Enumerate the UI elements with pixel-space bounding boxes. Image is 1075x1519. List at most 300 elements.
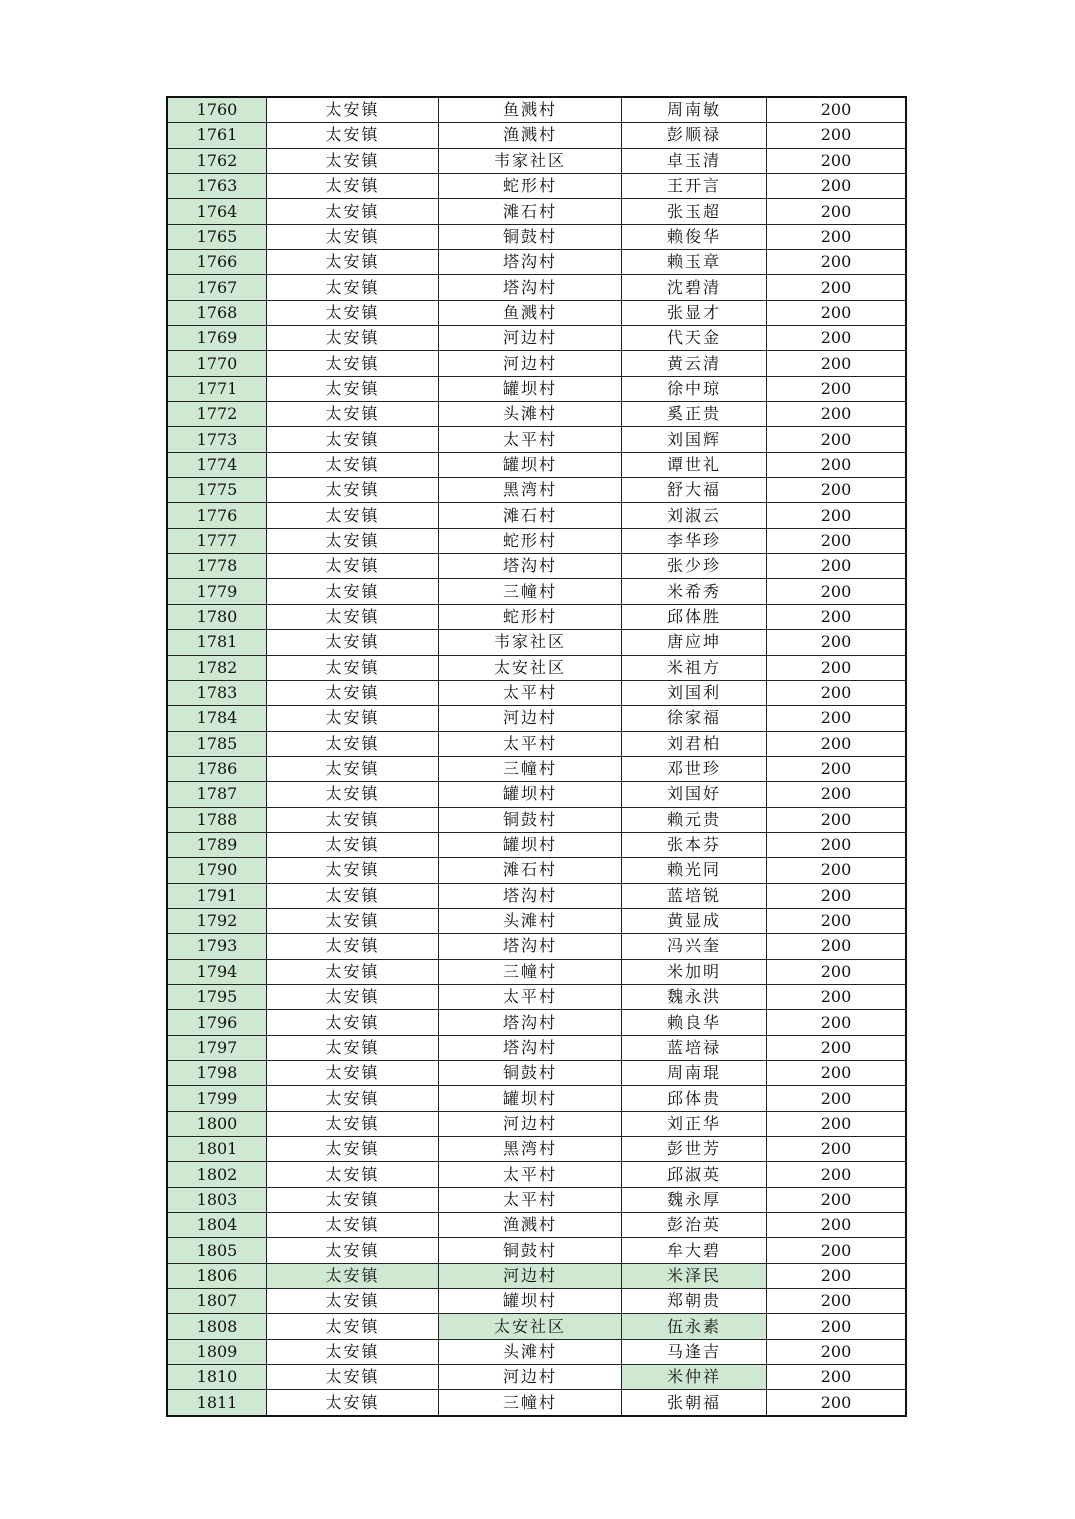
village-cell: 蛇形村 xyxy=(439,528,622,553)
town-cell: 太安镇 xyxy=(267,984,439,1009)
row-number-cell: 1792 xyxy=(167,908,267,933)
amount-cell: 200 xyxy=(767,984,907,1009)
table-row xyxy=(167,1086,906,1111)
row-number-cell: 1811 xyxy=(167,1390,267,1416)
table-row xyxy=(167,1010,906,1035)
town-cell: 太安镇 xyxy=(267,604,439,629)
person-name-cell: 张少珍 xyxy=(622,554,767,579)
amount-cell: 200 xyxy=(767,807,907,832)
town-cell: 太安镇 xyxy=(267,883,439,908)
town-cell: 太安镇 xyxy=(267,680,439,705)
row-number-cell: 1805 xyxy=(167,1238,267,1263)
amount-cell: 200 xyxy=(767,376,907,401)
village-cell: 河边村 xyxy=(439,326,622,351)
amount-cell: 200 xyxy=(767,756,907,781)
person-name-cell: 舒大福 xyxy=(622,478,767,503)
town-cell: 太安镇 xyxy=(267,351,439,376)
town-cell: 太安镇 xyxy=(267,376,439,401)
row-number-cell: 1794 xyxy=(167,959,267,984)
amount-cell: 200 xyxy=(767,1289,907,1314)
person-name-cell: 赖俊华 xyxy=(622,224,767,249)
village-cell: 鱼溅村 xyxy=(439,300,622,325)
table-row xyxy=(167,807,906,832)
table-row xyxy=(167,1061,906,1086)
amount-cell: 200 xyxy=(767,1390,907,1416)
person-name-cell: 蓝培锐 xyxy=(622,883,767,908)
table-row xyxy=(167,554,906,579)
village-cell: 韦家社区 xyxy=(439,630,622,655)
table-row xyxy=(167,908,906,933)
row-number-cell: 1777 xyxy=(167,528,267,553)
person-name-cell: 米希秀 xyxy=(622,579,767,604)
row-number-cell: 1772 xyxy=(167,402,267,427)
amount-cell: 200 xyxy=(767,326,907,351)
person-name-cell: 魏永洪 xyxy=(622,984,767,1009)
person-name-cell: 卓玉清 xyxy=(622,148,767,173)
table-row xyxy=(167,1187,906,1212)
row-number-cell: 1776 xyxy=(167,503,267,528)
row-number-cell: 1781 xyxy=(167,630,267,655)
row-number-cell: 1797 xyxy=(167,1035,267,1060)
village-cell: 罐坝村 xyxy=(439,376,622,401)
village-cell: 滩石村 xyxy=(439,503,622,528)
person-name-cell: 张玉超 xyxy=(622,199,767,224)
amount-cell: 200 xyxy=(767,173,907,198)
village-cell: 塔沟村 xyxy=(439,275,622,300)
amount-cell: 200 xyxy=(767,452,907,477)
town-cell: 太安镇 xyxy=(267,1187,439,1212)
amount-cell: 200 xyxy=(767,858,907,883)
person-name-cell: 彭治英 xyxy=(622,1213,767,1238)
amount-cell: 200 xyxy=(767,402,907,427)
row-number-cell: 1785 xyxy=(167,731,267,756)
amount-cell: 200 xyxy=(767,1339,907,1364)
person-name-cell: 郑朝贵 xyxy=(622,1289,767,1314)
town-cell: 太安镇 xyxy=(267,326,439,351)
town-cell: 太安镇 xyxy=(267,97,439,123)
person-name-cell: 张朝福 xyxy=(622,1390,767,1416)
town-cell: 太安镇 xyxy=(267,199,439,224)
village-cell: 头滩村 xyxy=(439,908,622,933)
row-number-cell: 1795 xyxy=(167,984,267,1009)
table-row xyxy=(167,1365,906,1390)
amount-cell: 200 xyxy=(767,908,907,933)
table-row xyxy=(167,224,906,249)
village-cell: 黑湾村 xyxy=(439,478,622,503)
town-cell: 太安镇 xyxy=(267,1162,439,1187)
table-row xyxy=(167,1314,906,1339)
amount-cell: 200 xyxy=(767,630,907,655)
table-row xyxy=(167,706,906,731)
village-cell: 河边村 xyxy=(439,1263,622,1288)
person-name-cell: 刘君柏 xyxy=(622,731,767,756)
table-row xyxy=(167,858,906,883)
person-name-cell: 赖元贵 xyxy=(622,807,767,832)
town-cell: 太安镇 xyxy=(267,1061,439,1086)
row-number-cell: 1760 xyxy=(167,97,267,123)
town-cell: 太安镇 xyxy=(267,1314,439,1339)
village-cell: 太平村 xyxy=(439,680,622,705)
row-number-cell: 1779 xyxy=(167,579,267,604)
amount-cell: 200 xyxy=(767,1010,907,1035)
subsidy-roster-table xyxy=(166,96,907,1417)
table-row xyxy=(167,427,906,452)
table-row xyxy=(167,250,906,275)
person-name-cell: 蓝培禄 xyxy=(622,1035,767,1060)
amount-cell: 200 xyxy=(767,1187,907,1212)
town-cell: 太安镇 xyxy=(267,173,439,198)
village-cell: 鱼溅村 xyxy=(439,97,622,123)
person-name-cell: 李华珍 xyxy=(622,528,767,553)
amount-cell: 200 xyxy=(767,148,907,173)
table-row xyxy=(167,832,906,857)
row-number-cell: 1808 xyxy=(167,1314,267,1339)
person-name-cell: 刘国辉 xyxy=(622,427,767,452)
town-cell: 太安镇 xyxy=(267,756,439,781)
table-row xyxy=(167,402,906,427)
row-number-cell: 1809 xyxy=(167,1339,267,1364)
town-cell: 太安镇 xyxy=(267,1238,439,1263)
person-name-cell: 唐应坤 xyxy=(622,630,767,655)
village-cell: 河边村 xyxy=(439,706,622,731)
row-number-cell: 1793 xyxy=(167,934,267,959)
row-number-cell: 1790 xyxy=(167,858,267,883)
village-cell: 铜鼓村 xyxy=(439,1061,622,1086)
person-name-cell: 牟大碧 xyxy=(622,1238,767,1263)
amount-cell: 200 xyxy=(767,1137,907,1162)
town-cell: 太安镇 xyxy=(267,300,439,325)
row-number-cell: 1763 xyxy=(167,173,267,198)
town-cell: 太安镇 xyxy=(267,782,439,807)
amount-cell: 200 xyxy=(767,275,907,300)
row-number-cell: 1804 xyxy=(167,1213,267,1238)
village-cell: 铜鼓村 xyxy=(439,807,622,832)
person-name-cell: 徐家福 xyxy=(622,706,767,731)
table-row xyxy=(167,275,906,300)
table-row xyxy=(167,756,906,781)
amount-cell: 200 xyxy=(767,1111,907,1136)
amount-cell: 200 xyxy=(767,199,907,224)
village-cell: 渔溅村 xyxy=(439,1213,622,1238)
table-row xyxy=(167,1035,906,1060)
row-number-cell: 1775 xyxy=(167,478,267,503)
person-name-cell: 赖光同 xyxy=(622,858,767,883)
village-cell: 三幢村 xyxy=(439,756,622,781)
table-row xyxy=(167,503,906,528)
amount-cell: 200 xyxy=(767,528,907,553)
table-row xyxy=(167,148,906,173)
table-row xyxy=(167,883,906,908)
table-row xyxy=(167,604,906,629)
village-cell: 铜鼓村 xyxy=(439,224,622,249)
row-number-cell: 1766 xyxy=(167,250,267,275)
town-cell: 太安镇 xyxy=(267,934,439,959)
row-number-cell: 1762 xyxy=(167,148,267,173)
village-cell: 头滩村 xyxy=(439,402,622,427)
village-cell: 河边村 xyxy=(439,1111,622,1136)
town-cell: 太安镇 xyxy=(267,959,439,984)
person-name-cell: 马逢吉 xyxy=(622,1339,767,1364)
person-name-cell: 米祖方 xyxy=(622,655,767,680)
person-name-cell: 代天金 xyxy=(622,326,767,351)
row-number-cell: 1773 xyxy=(167,427,267,452)
table-row xyxy=(167,1339,906,1364)
village-cell: 头滩村 xyxy=(439,1339,622,1364)
town-cell: 太安镇 xyxy=(267,250,439,275)
row-number-cell: 1803 xyxy=(167,1187,267,1212)
town-cell: 太安镇 xyxy=(267,630,439,655)
amount-cell: 200 xyxy=(767,706,907,731)
table-row xyxy=(167,984,906,1009)
person-name-cell: 邱体胜 xyxy=(622,604,767,629)
amount-cell: 200 xyxy=(767,883,907,908)
table-row xyxy=(167,1137,906,1162)
amount-cell: 200 xyxy=(767,1238,907,1263)
amount-cell: 200 xyxy=(767,959,907,984)
row-number-cell: 1788 xyxy=(167,807,267,832)
village-cell: 太平村 xyxy=(439,731,622,756)
village-cell: 塔沟村 xyxy=(439,934,622,959)
town-cell: 太安镇 xyxy=(267,1390,439,1416)
table-row xyxy=(167,959,906,984)
table-row xyxy=(167,326,906,351)
town-cell: 太安镇 xyxy=(267,224,439,249)
town-cell: 太安镇 xyxy=(267,528,439,553)
town-cell: 太安镇 xyxy=(267,731,439,756)
village-cell: 罐坝村 xyxy=(439,832,622,857)
town-cell: 太安镇 xyxy=(267,1213,439,1238)
village-cell: 太安社区 xyxy=(439,1314,622,1339)
row-number-cell: 1771 xyxy=(167,376,267,401)
table-row xyxy=(167,123,906,148)
town-cell: 太安镇 xyxy=(267,148,439,173)
row-number-cell: 1774 xyxy=(167,452,267,477)
person-name-cell: 米加明 xyxy=(622,959,767,984)
table-row xyxy=(167,934,906,959)
village-cell: 罐坝村 xyxy=(439,782,622,807)
person-name-cell: 刘淑云 xyxy=(622,503,767,528)
village-cell: 罐坝村 xyxy=(439,452,622,477)
amount-cell: 200 xyxy=(767,554,907,579)
village-cell: 塔沟村 xyxy=(439,1010,622,1035)
amount-cell: 200 xyxy=(767,478,907,503)
amount-cell: 200 xyxy=(767,97,907,123)
town-cell: 太安镇 xyxy=(267,1111,439,1136)
town-cell: 太安镇 xyxy=(267,579,439,604)
village-cell: 三幢村 xyxy=(439,959,622,984)
amount-cell: 200 xyxy=(767,680,907,705)
person-name-cell: 赖玉章 xyxy=(622,250,767,275)
town-cell: 太安镇 xyxy=(267,1035,439,1060)
town-cell: 太安镇 xyxy=(267,655,439,680)
village-cell: 渔溅村 xyxy=(439,123,622,148)
village-cell: 蛇形村 xyxy=(439,173,622,198)
village-cell: 滩石村 xyxy=(439,858,622,883)
roster-body xyxy=(167,97,906,1416)
person-name-cell: 彭世芳 xyxy=(622,1137,767,1162)
person-name-cell: 徐中琼 xyxy=(622,376,767,401)
amount-cell: 200 xyxy=(767,579,907,604)
person-name-cell: 彭顺禄 xyxy=(622,123,767,148)
row-number-cell: 1778 xyxy=(167,554,267,579)
row-number-cell: 1802 xyxy=(167,1162,267,1187)
row-number-cell: 1761 xyxy=(167,123,267,148)
table-row xyxy=(167,97,906,123)
table-row xyxy=(167,528,906,553)
village-cell: 罐坝村 xyxy=(439,1289,622,1314)
person-name-cell: 刘正华 xyxy=(622,1111,767,1136)
town-cell: 太安镇 xyxy=(267,452,439,477)
person-name-cell: 黄显成 xyxy=(622,908,767,933)
town-cell: 太安镇 xyxy=(267,1010,439,1035)
row-number-cell: 1768 xyxy=(167,300,267,325)
table-row xyxy=(167,1238,906,1263)
row-number-cell: 1798 xyxy=(167,1061,267,1086)
village-cell: 滩石村 xyxy=(439,199,622,224)
table-row xyxy=(167,782,906,807)
amount-cell: 200 xyxy=(767,427,907,452)
amount-cell: 200 xyxy=(767,1162,907,1187)
amount-cell: 200 xyxy=(767,1263,907,1288)
village-cell: 塔沟村 xyxy=(439,554,622,579)
person-name-cell: 张显才 xyxy=(622,300,767,325)
amount-cell: 200 xyxy=(767,1061,907,1086)
person-name-cell: 刘国好 xyxy=(622,782,767,807)
table-row xyxy=(167,1162,906,1187)
person-name-cell: 邱淑英 xyxy=(622,1162,767,1187)
town-cell: 太安镇 xyxy=(267,1137,439,1162)
town-cell: 太安镇 xyxy=(267,832,439,857)
person-name-cell: 沈碧清 xyxy=(622,275,767,300)
town-cell: 太安镇 xyxy=(267,478,439,503)
row-number-cell: 1783 xyxy=(167,680,267,705)
person-name-cell: 邓世珍 xyxy=(622,756,767,781)
town-cell: 太安镇 xyxy=(267,275,439,300)
row-number-cell: 1764 xyxy=(167,199,267,224)
amount-cell: 200 xyxy=(767,1365,907,1390)
amount-cell: 200 xyxy=(767,351,907,376)
table-row xyxy=(167,199,906,224)
village-cell: 蛇形村 xyxy=(439,604,622,629)
town-cell: 太安镇 xyxy=(267,1365,439,1390)
row-number-cell: 1801 xyxy=(167,1137,267,1162)
town-cell: 太安镇 xyxy=(267,402,439,427)
table-row xyxy=(167,478,906,503)
village-cell: 三幢村 xyxy=(439,579,622,604)
row-number-cell: 1806 xyxy=(167,1263,267,1288)
table-row xyxy=(167,655,906,680)
table-row xyxy=(167,1390,906,1416)
row-number-cell: 1789 xyxy=(167,832,267,857)
row-number-cell: 1780 xyxy=(167,604,267,629)
village-cell: 罐坝村 xyxy=(439,1086,622,1111)
person-name-cell: 奚正贵 xyxy=(622,402,767,427)
person-name-cell: 魏永厚 xyxy=(622,1187,767,1212)
village-cell: 塔沟村 xyxy=(439,883,622,908)
table-row xyxy=(167,300,906,325)
amount-cell: 200 xyxy=(767,934,907,959)
village-cell: 太平村 xyxy=(439,1162,622,1187)
row-number-cell: 1786 xyxy=(167,756,267,781)
person-name-cell: 刘国利 xyxy=(622,680,767,705)
table-row xyxy=(167,731,906,756)
village-cell: 太平村 xyxy=(439,1187,622,1212)
table-row xyxy=(167,376,906,401)
amount-cell: 200 xyxy=(767,832,907,857)
table-row xyxy=(167,579,906,604)
table-row xyxy=(167,1263,906,1288)
row-number-cell: 1765 xyxy=(167,224,267,249)
person-name-cell: 冯兴奎 xyxy=(622,934,767,959)
row-number-cell: 1767 xyxy=(167,275,267,300)
row-number-cell: 1784 xyxy=(167,706,267,731)
amount-cell: 200 xyxy=(767,782,907,807)
village-cell: 河边村 xyxy=(439,1365,622,1390)
row-number-cell: 1807 xyxy=(167,1289,267,1314)
amount-cell: 200 xyxy=(767,1086,907,1111)
row-number-cell: 1770 xyxy=(167,351,267,376)
person-name-cell: 王开言 xyxy=(622,173,767,198)
village-cell: 三幢村 xyxy=(439,1390,622,1416)
row-number-cell: 1782 xyxy=(167,655,267,680)
row-number-cell: 1796 xyxy=(167,1010,267,1035)
town-cell: 太安镇 xyxy=(267,503,439,528)
amount-cell: 200 xyxy=(767,731,907,756)
village-cell: 韦家社区 xyxy=(439,148,622,173)
person-name-cell: 赖良华 xyxy=(622,1010,767,1035)
table-row xyxy=(167,1213,906,1238)
town-cell: 太安镇 xyxy=(267,1289,439,1314)
town-cell: 太安镇 xyxy=(267,706,439,731)
row-number-cell: 1769 xyxy=(167,326,267,351)
town-cell: 太安镇 xyxy=(267,1339,439,1364)
row-number-cell: 1799 xyxy=(167,1086,267,1111)
person-name-cell: 邱体贵 xyxy=(622,1086,767,1111)
amount-cell: 200 xyxy=(767,250,907,275)
amount-cell: 200 xyxy=(767,655,907,680)
village-cell: 太安社区 xyxy=(439,655,622,680)
table-row xyxy=(167,1289,906,1314)
table-row xyxy=(167,173,906,198)
amount-cell: 200 xyxy=(767,604,907,629)
village-cell: 铜鼓村 xyxy=(439,1238,622,1263)
row-number-cell: 1800 xyxy=(167,1111,267,1136)
village-cell: 太平村 xyxy=(439,427,622,452)
amount-cell: 200 xyxy=(767,1314,907,1339)
row-number-cell: 1791 xyxy=(167,883,267,908)
town-cell: 太安镇 xyxy=(267,554,439,579)
amount-cell: 200 xyxy=(767,300,907,325)
amount-cell: 200 xyxy=(767,123,907,148)
town-cell: 太安镇 xyxy=(267,1263,439,1288)
table-row xyxy=(167,351,906,376)
table-row xyxy=(167,680,906,705)
amount-cell: 200 xyxy=(767,1035,907,1060)
village-cell: 塔沟村 xyxy=(439,250,622,275)
town-cell: 太安镇 xyxy=(267,427,439,452)
amount-cell: 200 xyxy=(767,224,907,249)
person-name-cell: 黄云清 xyxy=(622,351,767,376)
amount-cell: 200 xyxy=(767,1213,907,1238)
person-name-cell: 张本芬 xyxy=(622,832,767,857)
person-name-cell: 米仲祥 xyxy=(622,1365,767,1390)
table-row xyxy=(167,1111,906,1136)
village-cell: 太平村 xyxy=(439,984,622,1009)
table-row xyxy=(167,452,906,477)
town-cell: 太安镇 xyxy=(267,908,439,933)
person-name-cell: 伍永素 xyxy=(622,1314,767,1339)
village-cell: 河边村 xyxy=(439,351,622,376)
